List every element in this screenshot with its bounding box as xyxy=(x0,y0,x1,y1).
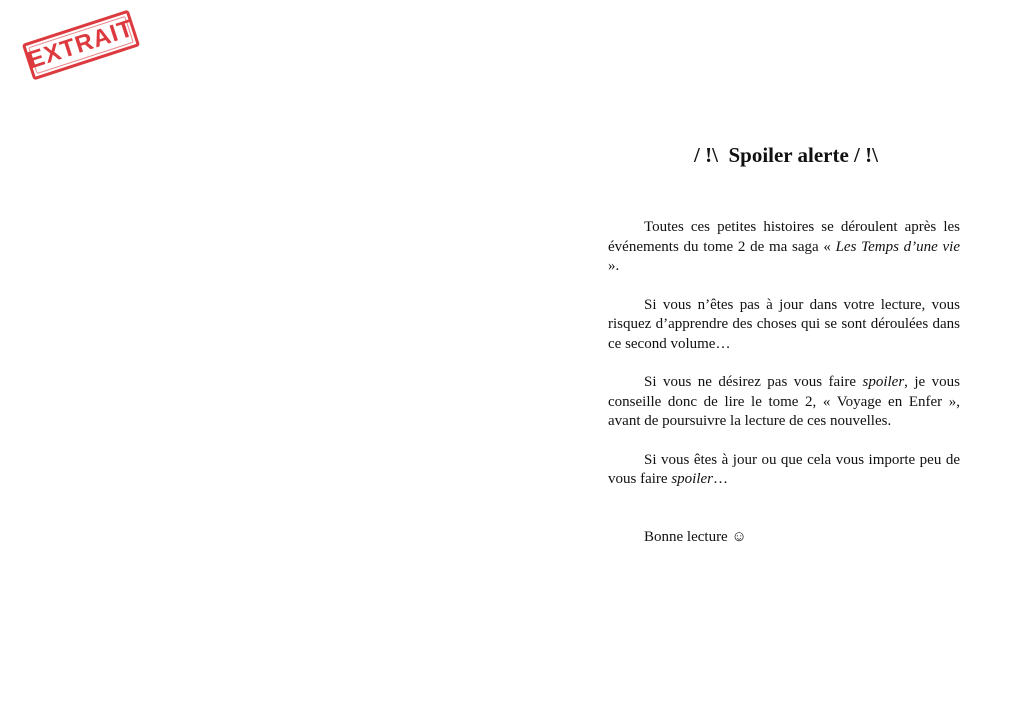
page-title: / !\ Spoiler alerte / !\ xyxy=(694,143,878,167)
paragraph-2-text: Si vous n’êtes pas à jour dans votre lecture, vous risquez d’apprendre des choses qui se sont déroulées dans ce second volume… xyxy=(608,296,960,352)
paragraph-4-italic-word: spoiler xyxy=(671,471,713,487)
paragraph-3-italic-word: spoiler xyxy=(862,374,905,390)
extrait-stamp xyxy=(22,10,140,81)
right-page xyxy=(608,140,960,566)
paragraph-1-text-c: ». xyxy=(608,258,620,274)
closing-text: Bonne lecture ☺ xyxy=(644,528,747,545)
body-text xyxy=(608,218,960,547)
paragraph-3-text-a: Si vous ne désirez pas vous faire xyxy=(644,374,863,390)
paragraph-1-italic-title: Les Temps d’une vie xyxy=(835,238,960,255)
paragraph-2 xyxy=(608,296,960,355)
stamp-text: EXTRAIT xyxy=(24,14,138,75)
paragraph-4 xyxy=(608,451,960,490)
paragraph-4-text-c: … xyxy=(712,471,728,487)
paragraph-closing xyxy=(608,528,960,548)
paragraph-3-text-c: , je vous conseille donc de lire le tome 2, « Voyage en Enfer », avant de poursuivre la lecture de ces nouvelles. xyxy=(608,374,960,429)
paragraph-1-text-a: Toutes ces petites histoires se déroulent après les événements du tome 2 de ma saga « xyxy=(608,219,960,255)
paragraph-1 xyxy=(608,218,960,277)
paragraph-4-text-a: Si vous êtes à jour ou que cela vous importe peu de vous faire xyxy=(608,451,960,487)
paragraph-3 xyxy=(608,373,960,432)
